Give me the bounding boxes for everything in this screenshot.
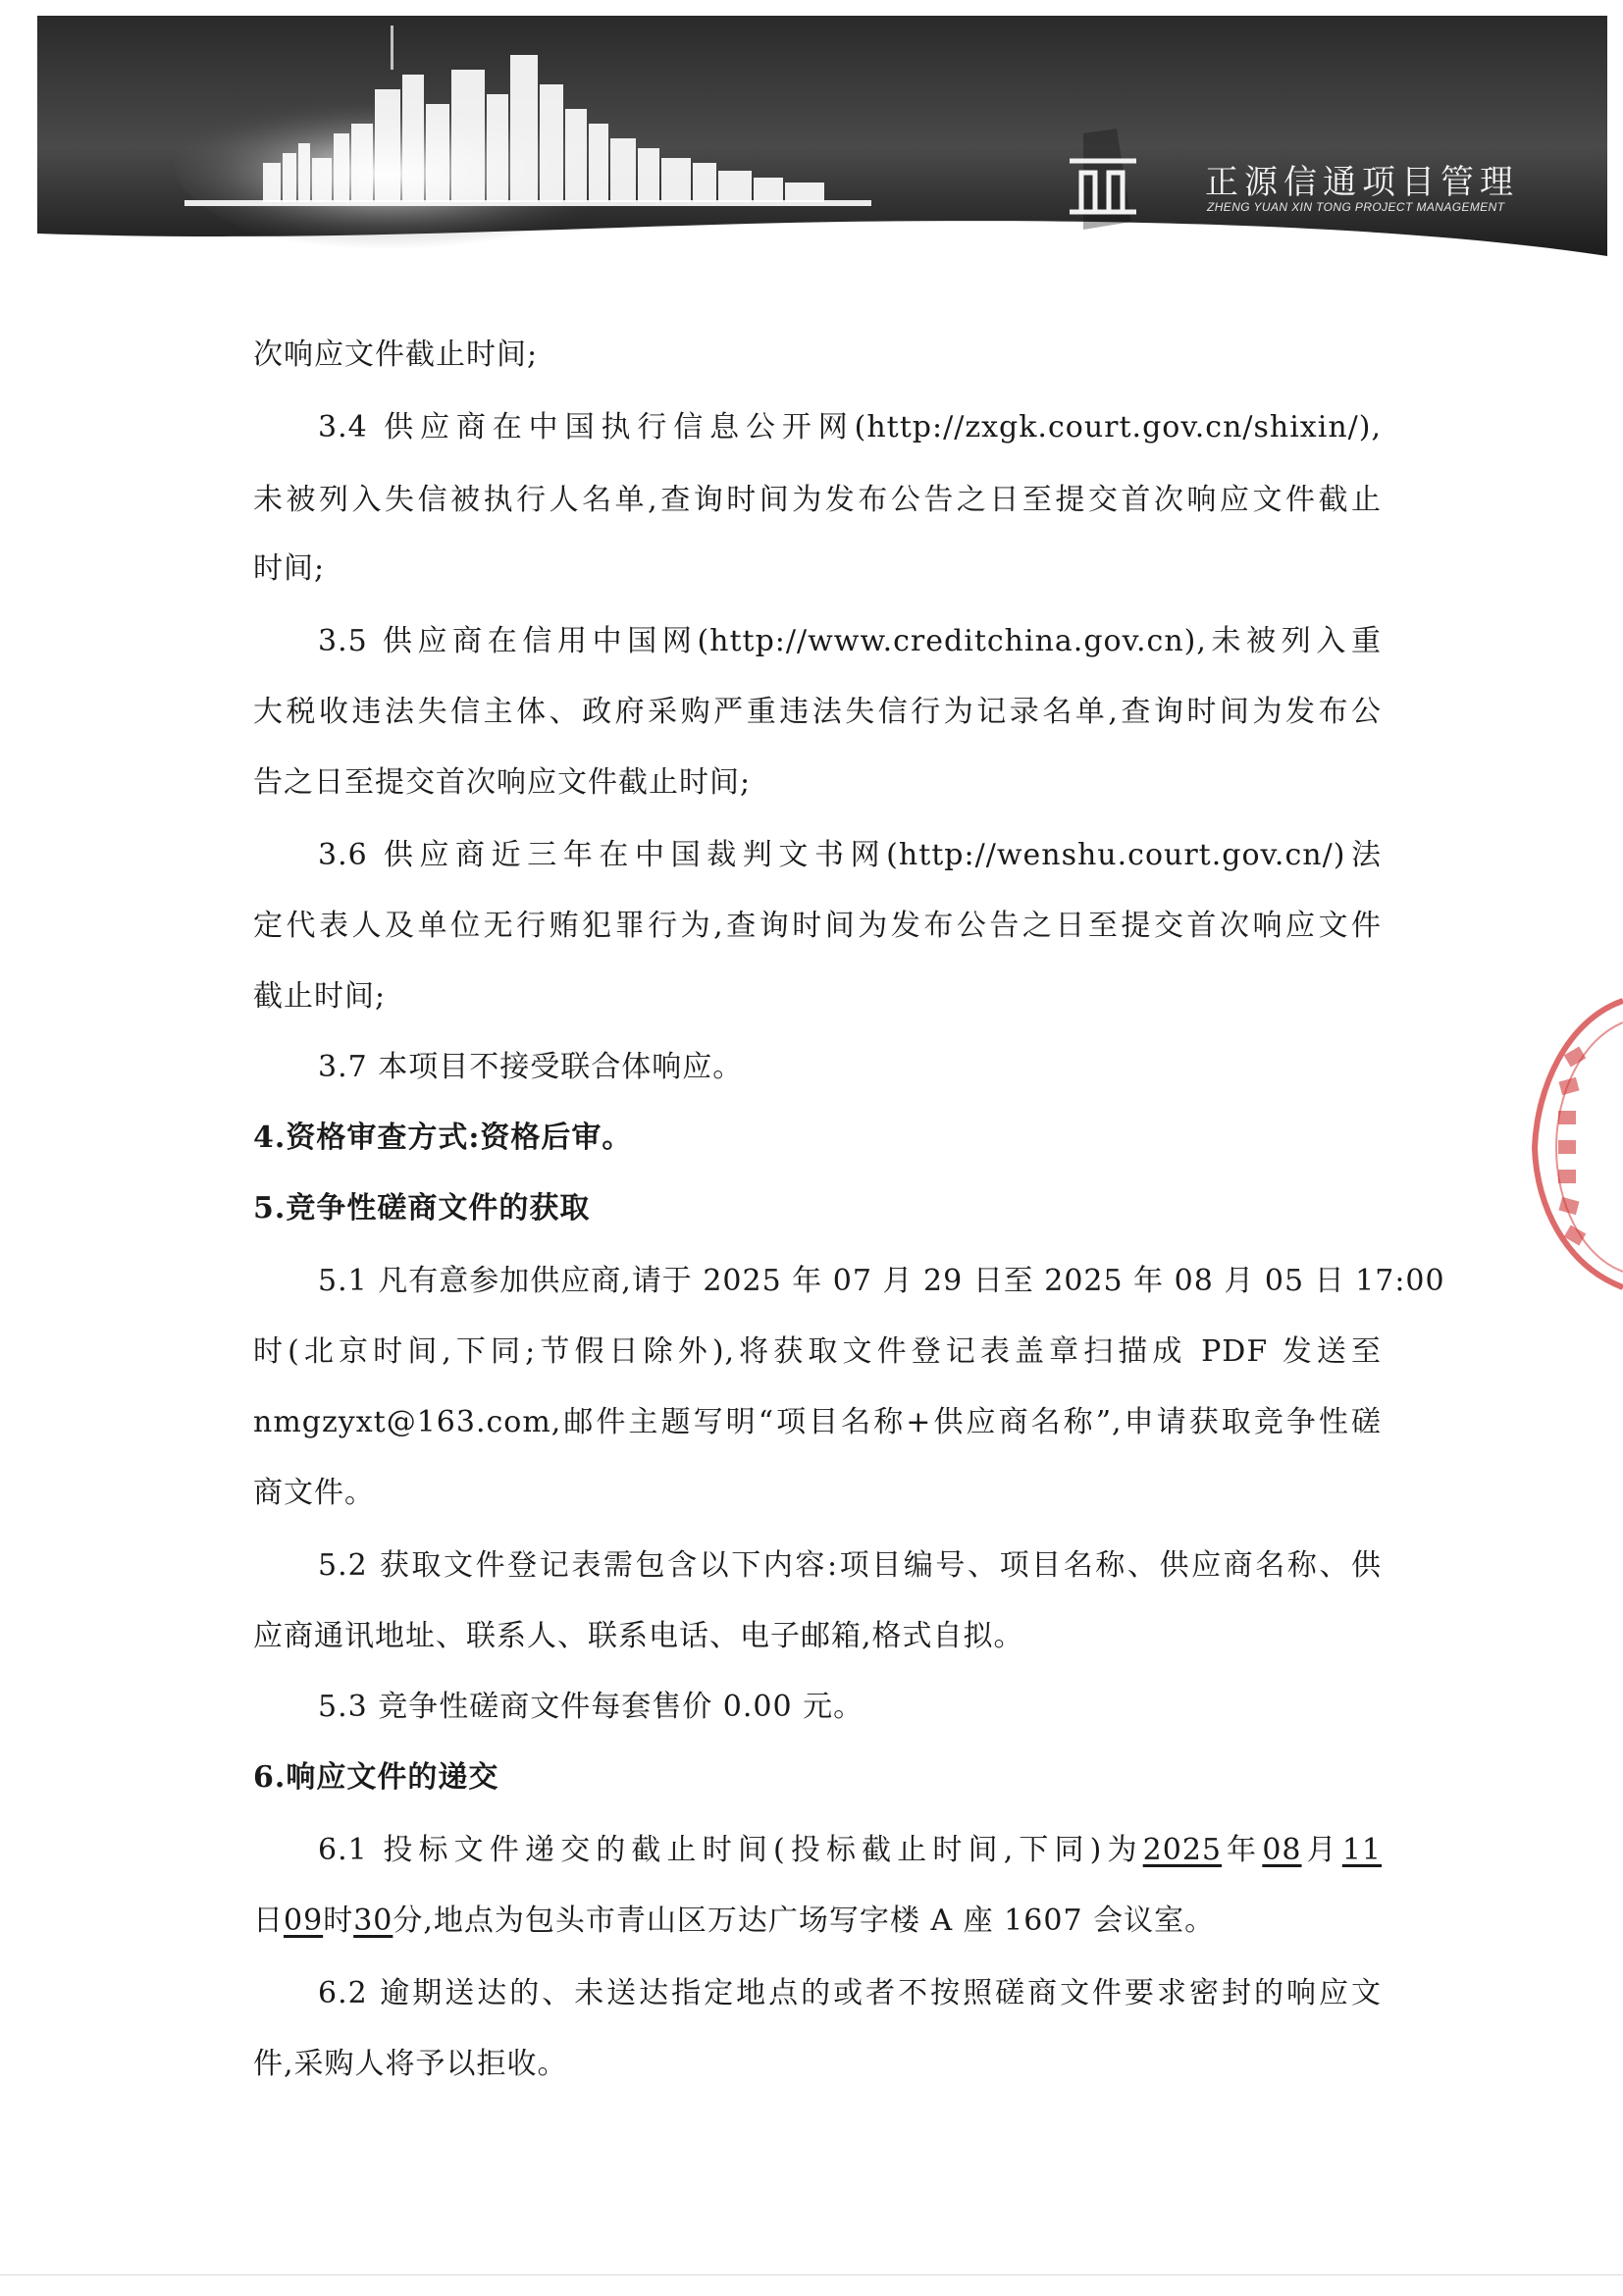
paragraph-line: 3.6 供应商近三年在中国裁判文书网(http://wenshu.court.gov.cn/)法	[318, 838, 1382, 872]
paragraph-line: 截止时间;	[253, 979, 387, 1014]
deadline-text: 日	[253, 1904, 284, 1938]
deadline-day: 11	[1341, 1833, 1382, 1867]
section-heading: 6.响应文件的递交	[253, 1760, 499, 1795]
paragraph-line: 告之日至提交首次响应文件截止时间;	[253, 765, 752, 800]
deadline-hour: 09	[284, 1904, 324, 1938]
deadline-line	[253, 1898, 1215, 1945]
paragraph-line: 时间;	[253, 551, 326, 586]
paragraph-line: 大税收违法失信主体、政府采购严重违法失信行为记录名单,查询时间为发布公	[253, 695, 1382, 729]
logo-chinese-name: 正源信通项目管理	[1205, 163, 1519, 202]
paragraph-line: 应商通讯地址、联系人、联系电话、电子邮箱,格式自拟。	[253, 1619, 1024, 1653]
page-bottom-rule	[0, 2274, 1623, 2275]
deadline-month: 08	[1262, 1833, 1302, 1867]
paragraph-line: 3.7 本项目不接受联合体响应。	[318, 1050, 744, 1084]
deadline-line	[318, 1827, 1382, 1874]
deadline-year: 2025	[1142, 1833, 1223, 1867]
deadline-text: 年	[1222, 1833, 1263, 1867]
paragraph-line: 3.4 供应商在中国执行信息公开网(http://zxgk.court.gov.cn/shixin/),	[318, 410, 1382, 444]
paragraph-line: 未被列入失信被执行人名单,查询时间为发布公告之日至提交首次响应文件截止	[253, 483, 1382, 517]
logo-english-name: ZHENG YUAN XIN TONG PROJECT MANAGEMENT	[1207, 200, 1505, 214]
paragraph-line: 6.2 逾期送达的、未送达指定地点的或者不按照磋商文件要求密封的响应文	[318, 1976, 1382, 2010]
paragraph-line: 定代表人及单位无行贿犯罪行为,查询时间为发布公告之日至提交首次响应文件	[253, 909, 1382, 943]
header-banner	[37, 16, 1607, 281]
red-seal-stamp	[1527, 981, 1623, 1305]
paragraph-line: 5.1 凡有意参加供应商,请于 2025 年 07 月 29 日至 2025 年 08 月 05 日 17:00	[318, 1264, 1445, 1298]
deadline-text: 月	[1301, 1833, 1342, 1867]
section-heading: 4.资格审查方式:资格后审。	[253, 1121, 633, 1155]
deadline-text: 分,地点为包头市青山区万达广场写字楼 A 座 1607 会议室。	[393, 1904, 1216, 1938]
paragraph-line: 商文件。	[253, 1476, 375, 1510]
skyline-banner-graphic	[37, 16, 1607, 281]
paragraph-line: 3.5 供应商在信用中国网(http://www.creditchina.gov.cn),未被列入重	[318, 624, 1382, 658]
deadline-text: 6.1 投标文件递交的截止时间(投标截止时间,下同)为	[318, 1833, 1143, 1867]
paragraph-line: 5.2 获取文件登记表需包含以下内容:项目编号、项目名称、供应商名称、供	[318, 1548, 1382, 1583]
paragraph-line: nmgzyxt@163.com,邮件主题写明“项目名称+供应商名称”,申请获取竞争性磋	[253, 1405, 1382, 1439]
paragraph-line: 时(北京时间,下同;节假日除外),将获取文件登记表盖章扫描成 PDF 发送至	[253, 1334, 1382, 1369]
deadline-text: 时	[323, 1904, 354, 1938]
deadline-minute: 30	[353, 1904, 393, 1938]
paragraph-line: 件,采购人将予以拒收。	[253, 2047, 568, 2081]
section-heading: 5.竞争性磋商文件的获取	[253, 1191, 591, 1226]
paragraph-line: 5.3 竞争性磋商文件每套售价 0.00 元。	[318, 1690, 864, 1724]
paragraph-line: 次响应文件截止时间;	[253, 338, 539, 372]
